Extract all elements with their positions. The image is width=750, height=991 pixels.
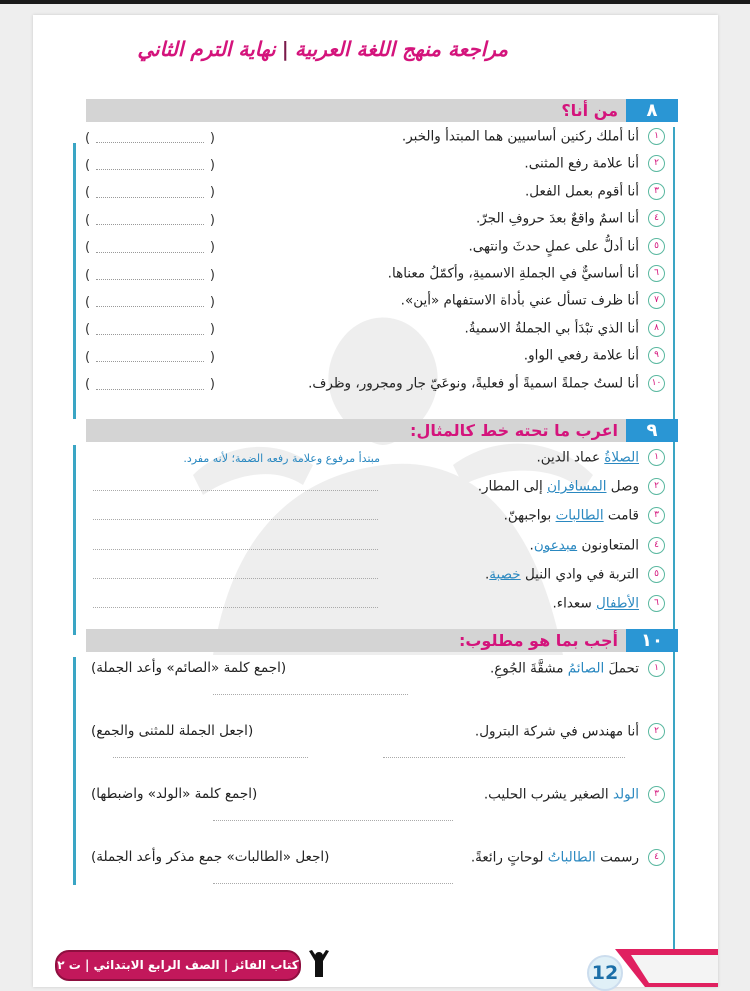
close-paren: ) [209,212,215,228]
section-9-number: ٩ [626,419,678,442]
dotted-answer-line[interactable] [96,352,204,362]
item-number-badge: ٢ [648,723,665,740]
section-8-header [86,99,678,122]
sentence-after: . [484,566,490,583]
close-paren: ) [209,240,215,256]
close-paren: ) [209,349,215,365]
answer-blank[interactable] [85,185,215,201]
dotted-answer-line[interactable] [96,297,204,307]
open-paren: ( [85,185,91,201]
dotted-answer-line[interactable] [96,215,204,225]
task-item [490,660,665,677]
answer-blank[interactable] [85,267,215,283]
section-9-title: اعرب ما تحته خط كالمثال: [410,421,618,440]
dotted-answer-line[interactable] [96,325,204,335]
underlined-word: مبدعون [533,537,578,554]
item-number-badge: ٤ [648,537,665,554]
item-number-badge: ٩ [648,347,665,364]
close-paren: ) [209,185,215,201]
section-10-title: أجب بما هو مطلوب: [458,631,618,650]
question-text: أنا أقوم بعمل الفعل. [524,183,639,200]
task-instruction: (اجعل الجملة للمثنى والجمع) [91,723,254,739]
question-8-item [388,265,665,282]
section-8-right-border [673,127,675,419]
question-8-item [308,375,665,392]
answer-blank[interactable] [85,240,215,256]
item-number-badge: ٣ [648,507,665,524]
dotted-answer-line[interactable] [96,270,204,280]
parse-item [485,566,665,583]
close-paren: ) [209,130,215,146]
open-paren: ( [85,294,91,310]
sentence-part-b: الصغير يشرب الحليب. [483,786,613,803]
item-number-badge: ٥ [648,238,665,255]
page-number: 12 [587,955,623,991]
close-paren: ) [209,377,215,393]
sentence-after: سعداء. [552,595,597,612]
title-term: نهاية الترم الثاني [137,37,276,61]
item-number-badge: ٢ [648,155,665,172]
close-paren: ) [209,294,215,310]
open-paren: ( [85,349,91,365]
book-label-pill: كتاب الفائز | الصف الرابع الابتدائي | ت ٢ [55,950,301,981]
sentence-before: التربة في وادي النيل [520,566,639,583]
underlined-word: المسافران [547,478,607,495]
open-paren: ( [85,157,91,173]
sentence-before: المتعاونون [577,537,639,554]
answer-blank[interactable] [85,349,215,365]
sentence-after: عماد الدين. [536,449,605,466]
top-bar [0,0,750,4]
parse-item [530,537,665,554]
sentence-part-a: رسمت [595,849,639,866]
question-text: أنا أدلُّ على عملٍ حدثَ وانتهى. [468,238,639,255]
item-number-badge: ٦ [648,595,665,612]
answer-dotted-line[interactable] [93,578,378,579]
underlined-word: الأطفال [596,595,639,612]
item-number-badge: ٦ [648,265,665,282]
answer-dotted-line[interactable] [93,519,378,520]
task-item [484,786,665,803]
question-text: أنا علامة رفعي الواو. [523,347,639,364]
underlined-word: الصلاةُ [604,449,639,466]
answer-blank[interactable] [85,322,215,338]
question-text: أنا أملك ركنين أساسيين هما المبتدأ والخبر. [401,128,639,145]
dotted-answer-line[interactable] [96,188,204,198]
winner-figure-icon [306,949,332,979]
open-paren: ( [85,240,91,256]
question-8-item [402,128,665,145]
sentence-before: قامت [603,507,639,524]
item-number-badge: ٤ [648,210,665,227]
answer-blank[interactable] [85,294,215,310]
question-8-item [524,155,665,172]
item-number-badge: ١ [648,128,665,145]
item-number-badge: ١ [648,660,665,677]
sentence-part-b: مشقَّةَ الجُوعِ. [489,660,568,677]
highlighted-word: الطالباتُ [547,849,596,866]
question-text: أنا اسمٌ واقعٌ بعدَ حروفِ الجرّ. [475,210,639,227]
question-text: أنا أساسيٌّ في الجملةِ الاسميةِ، وأكمّلُ معناها. [387,265,639,282]
parse-item [536,449,665,466]
question-8-item [525,183,665,200]
item-number-badge: ٣ [648,786,665,803]
question-8-item [464,320,665,337]
section-8-bar [86,99,626,122]
task-item [471,849,665,866]
section-8-left-border [73,143,76,419]
item-number-badge: ٨ [648,320,665,337]
answer-dotted-line[interactable] [93,490,378,491]
sentence-after: . [529,537,534,554]
question-8-item [476,210,665,227]
highlighted-word: الولد [612,786,639,803]
answer-dotted-line[interactable] [383,757,625,758]
answer-blank[interactable] [85,212,215,228]
parse-item [552,595,665,612]
answer-dotted-line[interactable] [113,757,308,758]
answer-blank[interactable] [85,377,215,393]
item-number-badge: ١٠ [648,375,665,392]
answer-dotted-line[interactable] [93,549,378,550]
section-10-header [86,629,678,652]
section-9-right-border [673,442,675,635]
sentence-part-b: لوحاتٍ رائعةً. [470,849,548,866]
question-text: أنا ظرف تسأل عني بأداة الاستفهام «أين». [400,292,639,309]
question-text: أنا الذي تبْدَأ بي الجملةُ الاسميةُ. [464,320,639,337]
answer-dotted-line[interactable] [213,694,408,695]
task-instruction: (اجمع كلمة «الصائم» وأعد الجملة) [91,660,287,676]
dotted-answer-line[interactable] [96,243,204,253]
open-paren: ( [85,377,91,393]
task-instruction: (اجمع كلمة «الولد» واضبطها) [91,786,258,802]
item-number-badge: ٧ [648,292,665,309]
item-number-badge: ٥ [648,566,665,583]
item-number-badge: ٢ [648,478,665,495]
sentence-part-a: أنا مهندس في شركة البترول. [474,723,639,740]
item-number-badge: ١ [648,449,665,466]
sentence-after: بواجبهنّ. [503,507,556,524]
task-instruction: (اجعل «الطالبات» جمع مذكر وأعد الجملة) [91,849,330,865]
page-title [137,37,508,61]
answer-blank[interactable] [85,130,215,146]
task-item [475,723,665,740]
close-paren: ) [209,267,215,283]
highlighted-word: الصائمُ [567,660,605,677]
underlined-word: الطالبات [555,507,604,524]
dotted-answer-line[interactable] [96,160,204,170]
question-text: أنا لستُ جملةً اسميةً أو فعليةً، ونوعَيّ جار ومجرور، وظرف. [308,375,639,392]
section-10-number: ١٠ [626,629,678,652]
title-separator: | [281,37,289,61]
sentence-before: وصل [606,478,639,495]
answer-dotted-line[interactable] [213,883,453,884]
dotted-answer-line[interactable] [96,380,204,390]
open-paren: ( [85,322,91,338]
sentence-part-a: تحملَ [604,660,639,677]
parse-item [478,478,665,495]
open-paren: ( [85,267,91,283]
section-8-number: ٨ [626,99,678,122]
answer-dotted-line[interactable] [213,820,453,821]
section-9-header [86,419,678,442]
underlined-word: خصبة [489,566,521,583]
section-10-left-border [73,657,76,885]
page-number-tab [615,949,718,987]
section-10-right-border [673,652,675,950]
close-paren: ) [209,157,215,173]
question-8-item [468,238,665,255]
title-main: مراجعة منهج اللغة العربية [294,37,508,61]
open-paren: ( [85,130,91,146]
open-paren: ( [85,212,91,228]
parse-item [504,507,665,524]
question-text: أنا علامة رفع المثنى. [524,155,639,172]
worksheet-page [33,15,718,987]
question-8-item [401,292,665,309]
close-paren: ) [209,322,215,338]
section-9-left-border [73,445,76,635]
example-answer: مبتدأ مرفوع وعلامة رفعه الضمة؛ لأنه مفرد. [183,452,380,465]
answer-dotted-line[interactable] [93,607,378,608]
item-number-badge: ٣ [648,183,665,200]
item-number-badge: ٤ [648,849,665,866]
dotted-answer-line[interactable] [96,133,204,143]
answer-blank[interactable] [85,157,215,173]
question-8-item [524,347,665,364]
sentence-after: إلى المطار. [477,478,548,495]
section-8-title: من أنا؟ [561,101,618,120]
